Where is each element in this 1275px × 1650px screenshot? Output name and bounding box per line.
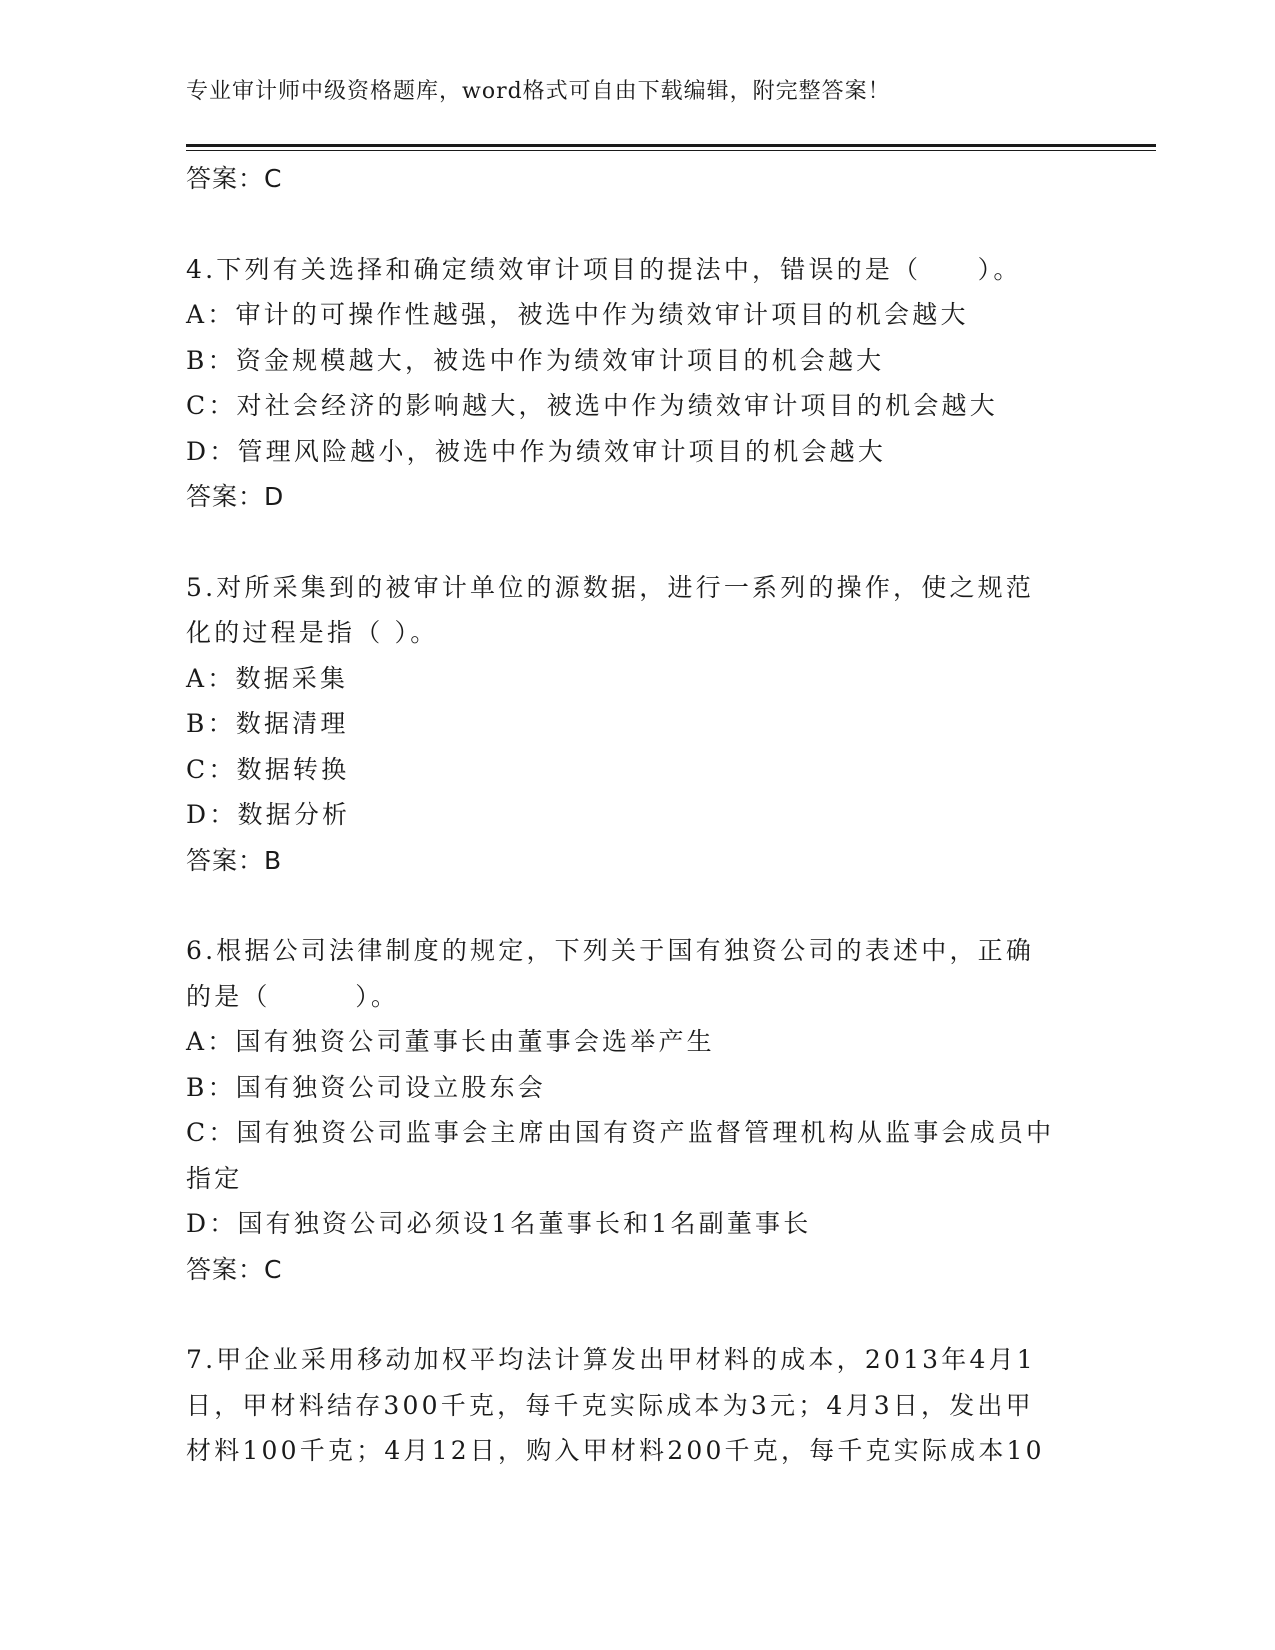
block-gap [186, 1292, 1086, 1337]
answer-line: 答案：C [186, 1254, 283, 1284]
question-text-line: 7.甲企业采用移动加权平均法计算发出甲材料的成本，2013年4月1 [186, 1345, 1036, 1374]
answer-option [186, 1065, 1086, 1111]
answer-line: 答案：D [186, 482, 285, 511]
question-text-line: 日，甲材料结存300千克，每千克实际成本为3元；4月3日，发出甲 [186, 1390, 1034, 1420]
option-text-line: A：审计的可操作性越强，被选中作为绩效审计项目的机会越大 [186, 300, 969, 329]
question-stem [186, 928, 1086, 1019]
answer-line: 答案：C [186, 164, 283, 193]
option-text-line: D：数据分析 [186, 800, 351, 829]
option-text-line: D：国有独资公司必须设1名董事长和1名副董事长 [186, 1209, 812, 1238]
option-text-line: A：国有独资公司董事长由董事会选举产生 [186, 1027, 715, 1056]
question-text-line: 4.下列有关选择和确定绩效审计项目的提法中，错误的是（ ）。 [186, 254, 1022, 284]
question-stem [186, 565, 1086, 656]
answer-option [186, 747, 1086, 793]
answer-option [186, 1110, 1086, 1201]
header-rule-thin [186, 150, 1156, 151]
answer-option [186, 701, 1086, 747]
option-text-line: 指定 [186, 1163, 243, 1193]
answer-option [186, 292, 1086, 338]
option-text-line: C：对社会经济的影响越大，被选中作为绩效审计项目的机会越大 [186, 391, 998, 420]
answer-option [186, 792, 1086, 838]
question-text-line: 的是（ ）。 [186, 981, 400, 1011]
header-rule-thick [186, 144, 1156, 147]
option-text-line: B：数据清理 [186, 709, 349, 738]
answer-option [186, 429, 1086, 475]
option-text-line: B：资金规模越大，被选中作为绩效审计项目的机会越大 [186, 345, 885, 375]
answer-line: 答案：B [186, 845, 283, 875]
question-text-line: 5.对所采集到的被审计单位的源数据，进行一系列的操作，使之规范 [186, 572, 1035, 602]
option-text-line: A：数据采集 [186, 663, 349, 693]
option-text-line: C：国有独资公司监事会主席由国有资产监督管理机构从监事会成员中 [186, 1118, 1055, 1147]
answer-option [186, 338, 1086, 384]
question-text-line: 化的过程是指（ ）。 [186, 618, 439, 647]
question-content [186, 156, 1086, 1474]
option-text-line: B：国有独资公司设立股东会 [186, 1072, 546, 1102]
question-text-line: 材料100千克；4月12日，购入甲材料200千克，每千克实际成本10 [186, 1436, 1045, 1465]
block-gap [186, 883, 1086, 928]
question-text-line: 6.根据公司法律制度的规定，下列关于国有独资公司的表述中，正确 [186, 936, 1035, 965]
answer-option [186, 1019, 1086, 1065]
block-gap [186, 202, 1086, 247]
option-text-line: D：管理风险越小，被选中作为绩效审计项目的机会越大 [186, 436, 887, 466]
answer-option [186, 656, 1086, 702]
page-header: 专业审计师中级资格题库，word格式可自由下载编辑，附完整答案！ [186, 79, 891, 104]
option-text-line: C：数据转换 [186, 754, 350, 784]
question-stem [186, 1337, 1086, 1474]
question-stem [186, 247, 1086, 293]
answer-option [186, 1201, 1086, 1247]
answer-option [186, 383, 1086, 429]
block-gap [186, 520, 1086, 565]
